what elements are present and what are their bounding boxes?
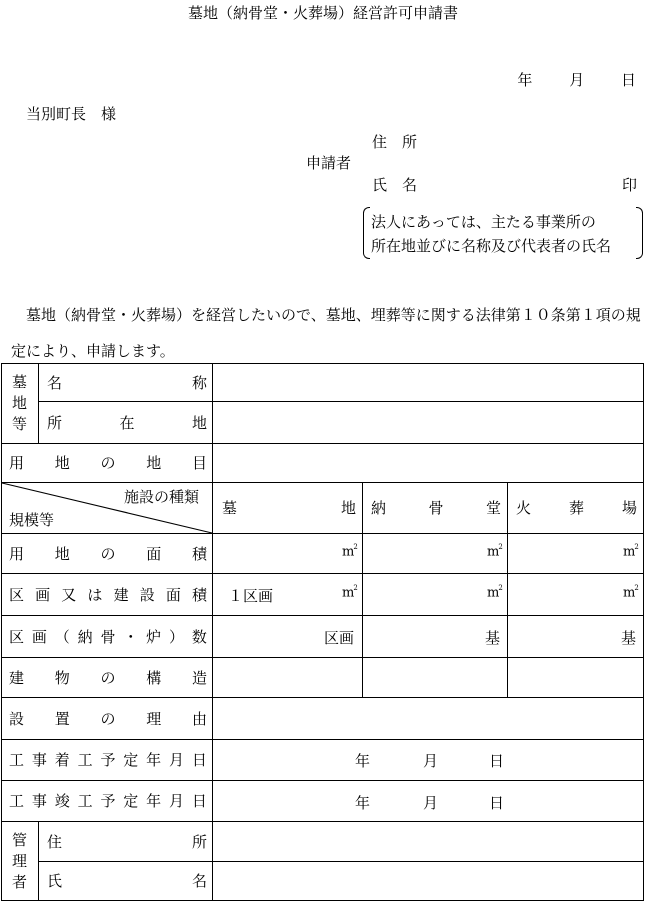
label-char: 数 [191,627,207,646]
label-char: 予 [100,751,116,769]
label-char: 場 [621,499,637,517]
label-char: の [100,668,116,687]
label-char: 区 [9,627,25,646]
month-label: 月 [569,71,585,89]
manager-address-label [47,821,207,861]
manager-name-label [47,861,207,900]
reason-label [9,697,207,739]
right-bracket [636,207,643,259]
label-char: は [87,585,103,604]
unit-ki: 基 [621,629,637,647]
unit-sqm [342,544,358,559]
label-char: 置 [54,709,70,728]
unit-sqm [487,585,503,600]
rule [643,363,644,901]
label-char: 画 [35,585,51,604]
rule [38,363,39,443]
spread-label [9,452,207,473]
unit-m: m [623,544,636,560]
spread-label [9,667,207,688]
unit-m: m [487,585,500,601]
corporate-note-text [371,210,611,258]
land-area-label [9,533,207,573]
group-char: 者 [11,872,27,891]
spread-label [9,790,207,811]
application-table [1,363,644,901]
label-char: 物 [54,668,70,687]
unit-sq: 2 [353,584,358,592]
label-char: 積 [191,585,207,604]
unit-sqm [342,585,358,600]
group-char: 理 [11,851,27,870]
group-char: 管 [11,830,27,849]
spread-label [9,749,207,770]
spread-label [9,584,207,605]
spread-label [222,497,356,518]
scale-header: 規模等 [9,511,55,529]
group-char: 等 [11,414,27,433]
label-char: 造 [191,668,207,687]
spread-label [371,497,501,518]
label-char: 日 [191,792,207,810]
start-year: 年 [355,752,371,770]
label-char: 骨 [428,499,444,517]
unit-plots: 区画 [324,629,355,647]
label-char: の [100,544,116,563]
label-char: 名 [47,373,63,392]
label-char: 炉 [146,627,162,646]
unit-ki: 基 [485,629,501,647]
unit-sqm [623,544,639,559]
label-char: 称 [191,373,207,392]
note-line-2: 所在地並びに名称及び代表者の氏名 [371,237,612,255]
label-char: 用 [9,454,25,472]
unit-m: m [487,544,500,560]
group-char: 墓 [11,372,27,391]
building-structure-label [9,657,207,697]
day-label: 日 [620,71,636,89]
year-label: 年 [517,71,533,89]
group-label-manager [1,821,38,901]
end-month: 月 [423,794,439,812]
label-char: 定 [123,751,139,769]
spread-label [516,497,637,518]
col-header-ossuary [371,482,501,533]
rule [362,482,363,697]
label-char: 地 [191,413,207,432]
applicant-name-label: 氏 名 [372,176,418,194]
start-day: 日 [489,752,505,770]
spread-label [9,626,207,647]
label-char: 月 [169,751,185,769]
label-char: 墓 [222,499,238,517]
end-day: 日 [489,794,505,812]
document-title: 墓地（納骨堂・火葬場）経営許可申請書 [187,4,458,22]
label-char: 名 [191,872,207,890]
label-char: 日 [191,751,207,769]
label-char: の [100,709,116,728]
label-char: 所 [47,413,63,432]
label-char: 月 [169,792,185,810]
rule [212,363,213,901]
label-char: 又 [61,585,77,604]
application-statement: 墓地（納骨堂・火葬場）を経営したいので、墓地、埋葬等に関する法律第１０条第１項の規定により、申請します。 [11,306,641,360]
seal-mark: 印 [622,176,638,194]
applicant-label: 申請者 [306,154,352,172]
label-char: 予 [100,792,116,810]
unit-sq: 2 [498,543,503,551]
label-char: 地 [54,544,70,563]
unit-m: m [342,585,355,601]
label-char: 竣 [54,792,70,810]
label-char: 地 [340,499,356,517]
label-char: 葬 [568,499,584,517]
label-char: ・ [123,627,139,646]
spread-label [47,831,207,852]
rule [38,821,39,901]
label-char: 建 [113,585,129,604]
note-line-1: 法人にあっては、主たる事業所の [371,213,596,231]
plot-area-label [9,573,207,615]
unit-sq: 2 [634,543,639,551]
label-char: 火 [516,499,532,517]
corporate-note [363,207,643,259]
label-char: 事 [31,792,47,810]
label-char: 所 [191,832,207,851]
label-char: 用 [9,544,25,563]
group-char: 地 [11,393,27,412]
label-char: 年 [146,792,162,810]
unit-sq: 2 [634,584,639,592]
applicant-address-label: 住 所 [372,133,418,151]
label-char: 設 [139,585,155,604]
spread-label [47,870,207,891]
spread-label [9,543,207,564]
label-char: 区 [9,585,25,604]
label-char: 在 [119,413,135,432]
label-char: 由 [191,709,207,728]
label-char: 堂 [485,499,501,517]
label-char: 定 [123,792,139,810]
label-char: 画 [31,627,47,646]
location-row-label [47,401,207,443]
spread-label [47,372,207,393]
label-char: 年 [146,751,162,769]
unit-sq: 2 [498,584,503,592]
name-row-label [47,363,207,401]
label-char: 理 [146,709,162,728]
unit-sqm [487,544,503,559]
label-char: 建 [9,668,25,687]
label-char: 工 [9,792,25,810]
unit-sqm [623,585,639,600]
date-line [485,69,636,90]
rule [507,482,508,697]
spread-label [47,412,207,433]
label-char: 面 [146,544,162,563]
rule [1,900,644,901]
plot-count-label [9,615,207,657]
left-bracket [363,207,370,259]
label-char: ） [169,627,185,646]
start-month: 月 [423,752,439,770]
unit-m: m [342,544,355,560]
col-header-crematorium [516,482,637,533]
label-char: 地 [54,454,70,472]
end-date-label [9,780,207,821]
label-char: 納 [371,499,387,517]
unit-sq: 2 [353,543,358,551]
unit-m: m [623,585,636,601]
label-char: 住 [47,832,63,851]
end-year: 年 [355,794,371,812]
group-label-cemetery [1,363,38,443]
label-char: 面 [165,585,181,604]
label-char: 納 [77,627,93,646]
label-char: 工 [77,792,93,810]
label-char: 目 [191,454,207,472]
label-char: 地 [146,454,162,472]
per-plot-prefix: １区画 [228,587,274,605]
recipient: 当別町長 様 [26,105,117,123]
label-char: の [100,454,116,472]
label-char: 工 [9,751,25,769]
label-char: 氏 [47,872,63,890]
label-char: 着 [54,751,70,769]
label-char: 事 [31,751,47,769]
label-char: 構 [146,668,162,687]
label-char: 工 [77,751,93,769]
label-char: （ [54,627,70,646]
spread-label [9,708,207,729]
label-char: 積 [191,544,207,563]
facility-type-header: 施設の種類 [124,488,200,506]
start-date-label [9,739,207,780]
land-category-label [9,443,207,482]
label-char: 設 [9,709,25,728]
col-header-cemetery [222,482,356,533]
label-char: 骨 [100,627,116,646]
